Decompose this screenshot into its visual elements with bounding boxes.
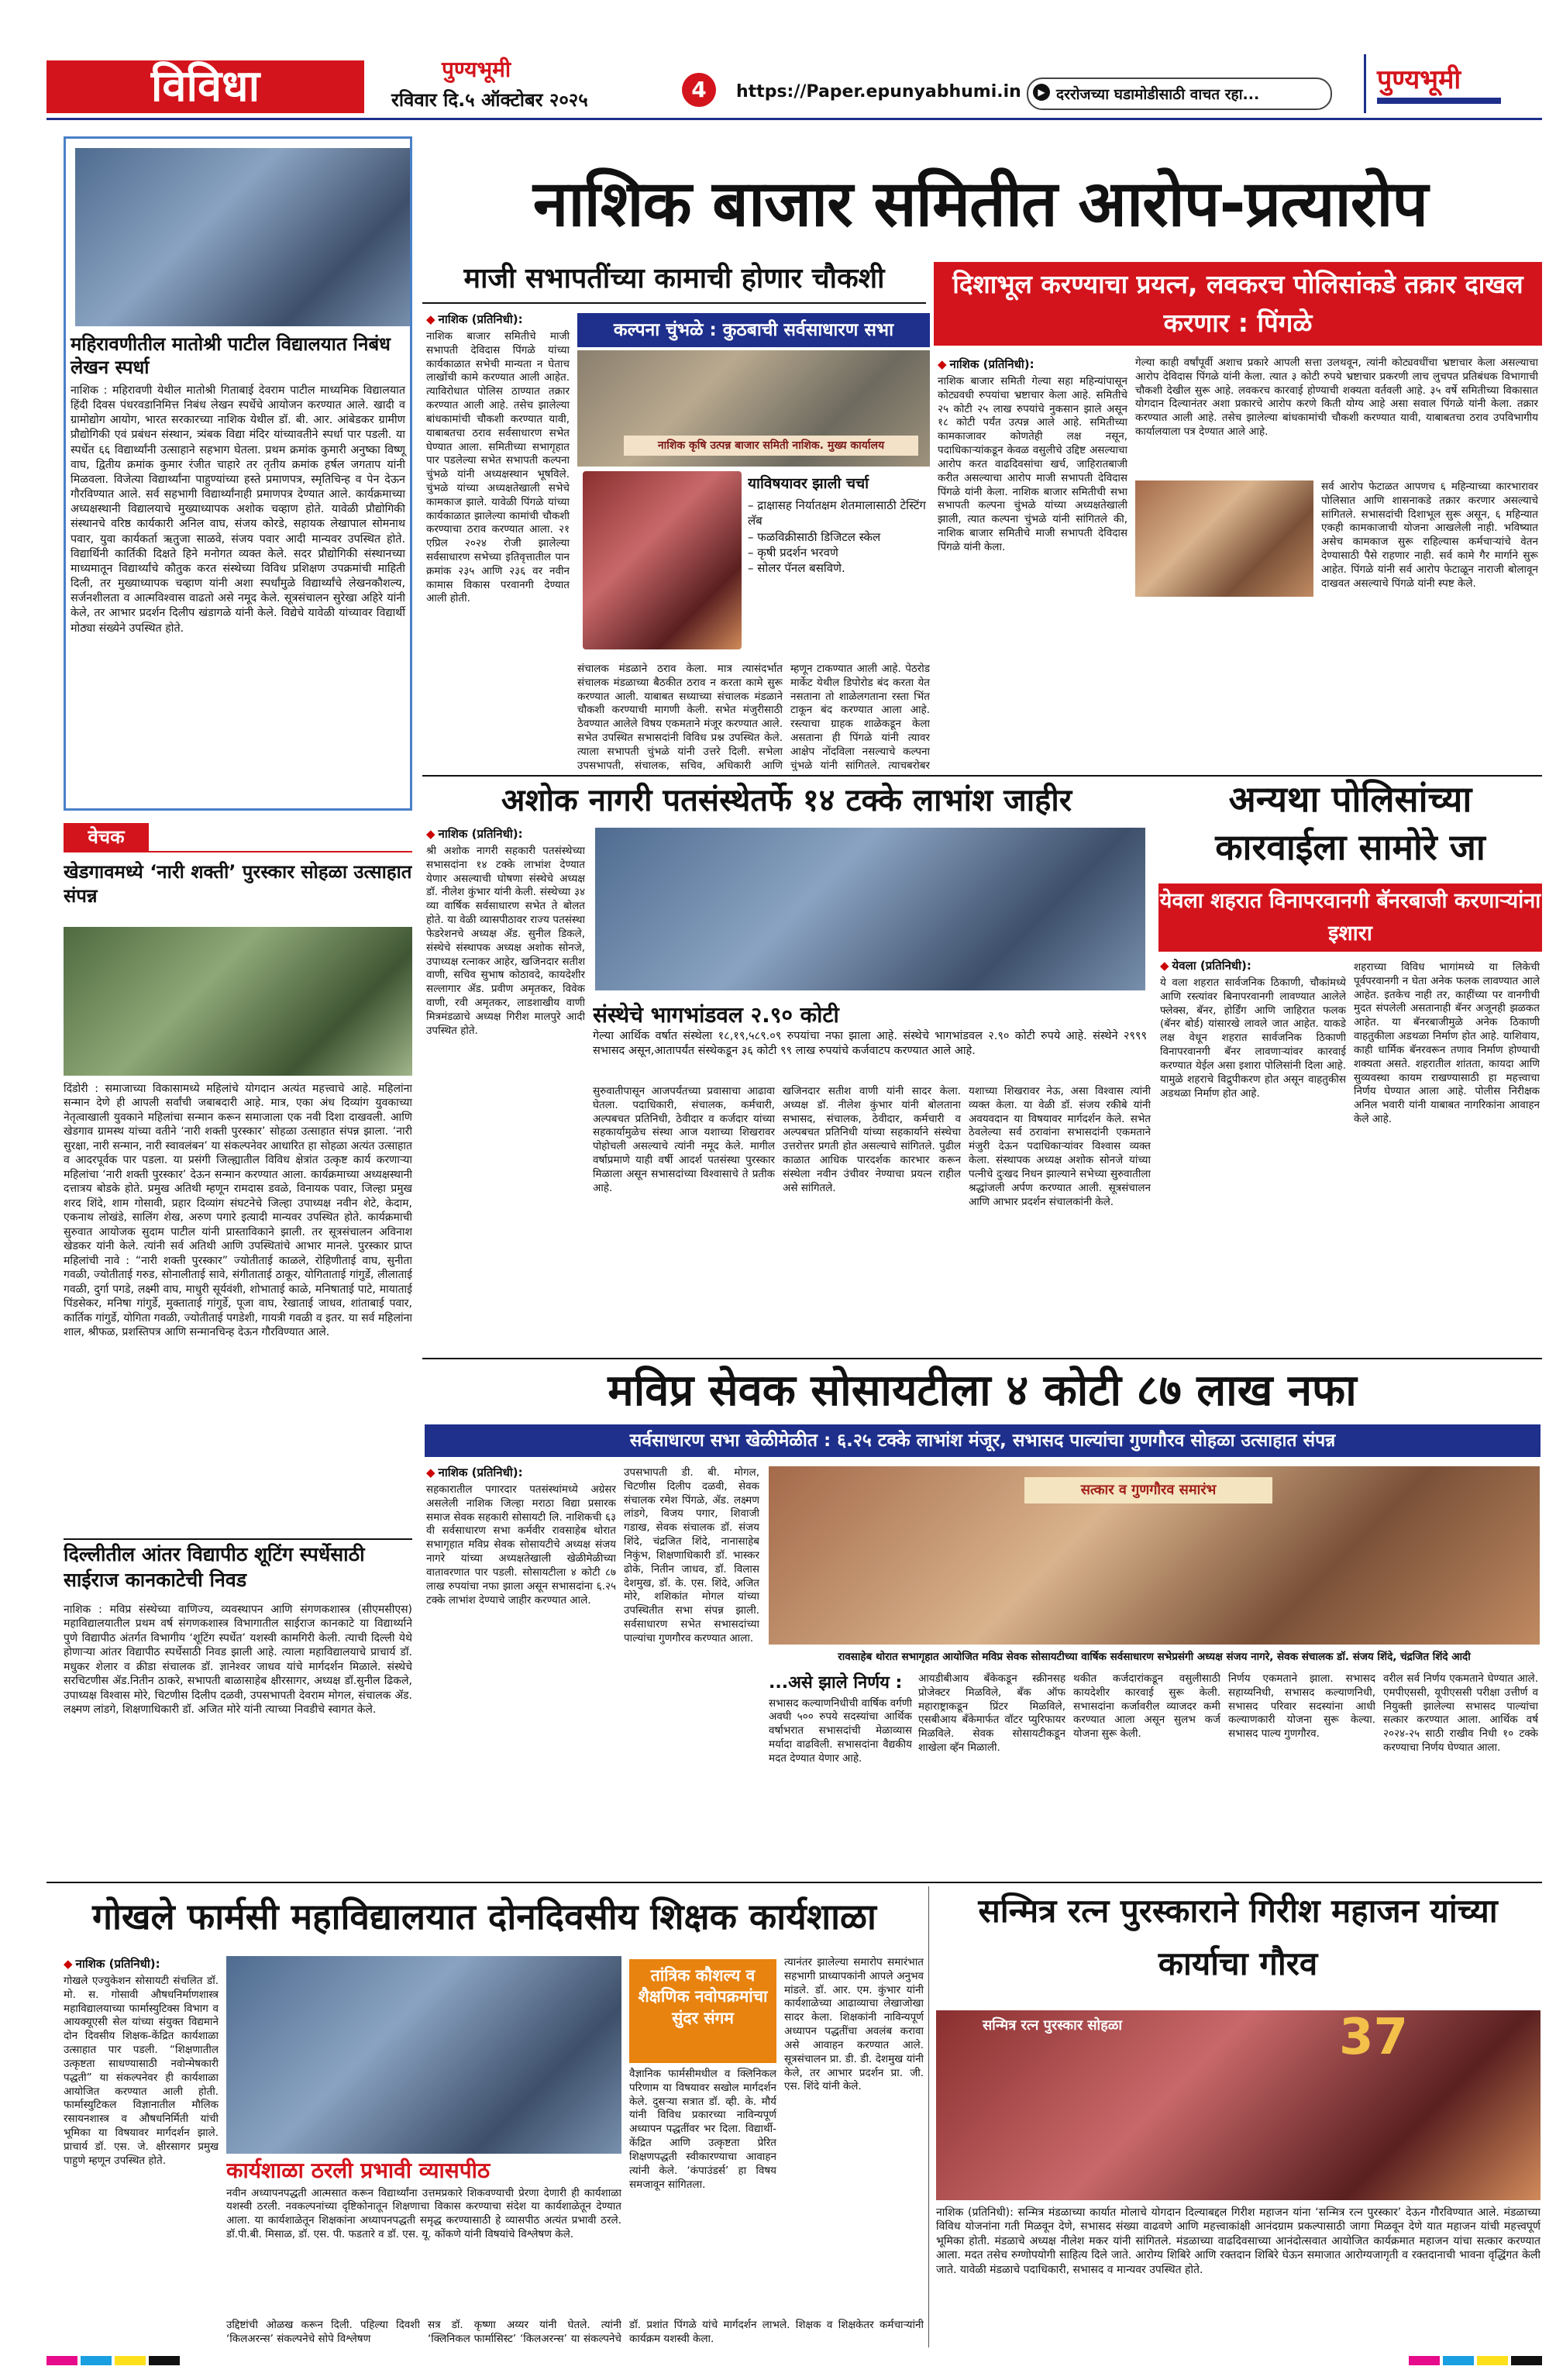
play-icon: ▶: [1033, 84, 1050, 101]
capital-title: संस्थेचे भागभांडवल २.९० कोटी: [593, 1002, 839, 1028]
pingle-photo: [1135, 480, 1313, 597]
paper-logo-right: पुण्यभूमी: [1364, 54, 1542, 113]
decision-item: वरील सर्व निर्णय एकमताने घेण्यात आले. एमपीएससी, यूपीएससी परीक्षा उत्तीर्ण व नियुक्ती झालेल्या सभासद पाल्यांचा सत्कार करण्यात आला. आर्थिक वर्ष २०२४-२५ साठी राखीव निधी १० टक्के करण्याचा निर्णय घेण्यात आला.: [1383, 1672, 1538, 1755]
sidebar-title: याविषयावर झाली चर्चा: [748, 475, 869, 492]
market-building-photo: [577, 350, 930, 467]
stage-banner: सत्कार व गुणगौरव समारंभ: [1024, 1477, 1272, 1503]
kalpana-caption: कल्पना चुंभळे : कुठबाची सर्वसाधारण सभा: [577, 313, 930, 347]
ticker-text: दररोजच्या घडामोडीसाठी वाचत रहा...: [1056, 86, 1260, 103]
gokhale-col3: त्यानंतर झालेल्या समारोप समारंभात सहभागी प्राध्यापकांनी आपले अनुभव मांडले. डॉ. आर. एम. कुंभार यांनी कार्यशाळेच्या आढाव्याचा लेखाजोखा सादर केला. शिक्षकांनी नाविन्यपूर्ण अध्यापन पद्धतींचा अवलंब करावा असे आवाहन करण्यात आले. सूत्रसंचालन प्रा. डी. डी. देशमुख यांनी केले, तर आभार प्रदर्शन प्रा. जी. एस. शिंदे यांनी केले.: [784, 1956, 924, 2093]
bazar-col3: म्हणून टाकण्यात आली आहे. पेठरोड मार्केट येथील डिपोरोड बंद करता येत नसताना तो शाळेलगताना रस्ता भिंत टाकून बंद करण्यात आला आहे. रस्त्याचा ग्राहक शाळेकडून केला असताना ही पिंगळे यांनी त्यावर आक्षेप नोंदविला नसल्याचे कल्पना चुंभळे यांनी सांगितले. त्याचबरोबर: [790, 663, 930, 771]
mavipra-subhead: सर्वसाधारण सभा खेळीमेळीत : ६.२५ टक्के लाभांश मंजूर, सभासद पाल्यांचा गुणगौरव सोहळा उत्साहात संपन्न: [425, 1424, 1541, 1457]
police-col1: ◆ येवला (प्रतिनिधी): ये वला शहरात सार्वजनिक ठिकाणी, चौकांमध्ये आणि रस्त्यांवर बिनापरवानगी लावण्यात आलेले फ्लेक्स, बॅनर, होर्डिंग आणि जाहिरात फलक (बॅनर बोर्ड) यांसारखे लावले जात आहेत. याकडे लक्ष वेधून शहरात सार्वजनिक ठिकाणी विनापरवानगी बॅनर लावणाऱ्यांवर कारवाई करण्यात येईल असा इशारा पोलिसांनी दिला आहे. यामुळे शहराचे विद्रुपीकरण होत असून वाहतुकीस अडथळा निर्माण होत आहे.: [1160, 959, 1346, 1100]
story-body: नाशिक : महिरावणी येथील मातोश्री गिताबाई देवराम पाटील माध्यमिक विद्यालयात हिंदी दिवस पंधरवडानिमित्त निबंध लेखन स्पर्धेचे आयोजन करण्यात आले. खादी व ग्रामोद्योग आयोग, भारत सरकारच्या नाशिक येथील डॉ. बी. आर. आंबेडकर ग्रामीण प्रौद्योगिकी एवं प्रबंधन संस्थान, त्र्यंबक विद्या मंदिर यांच्यावतीने स्पर्धा पार पडली. या स्पर्धेत ६६ विद्यार्थ्यांनी उत्साहाने सहभाग घेतला. प्रथम क्रमांक कुमारी अनुष्का विष्णू वाघ, द्वितीय क्रमांक कुमार रंजीत चाहारे तर तृतीय क्रमांक हर्षल जगताप यांनी मिळवला. विजेत्या विद्यार्थ्यांना पाहुण्यांच्या हस्ते प्रमाणपत्र, स्मृतिचिन्ह व पेन देऊन गौरविण्यात आले. सर्व सहभागी विद्यार्थ्यांनाही प्रमाणपत्र देण्यात आले. कार्यक्रमाच्या अध्यक्षस्थानी विद्यालयाचे मुख्याध्यापक अशोक चव्हाण होते. यावेळी प्रौद्योगिकी संस्थानचे वरिष्ठ कार्यकारी अनिल वाघ, संजय कोरडे, सहायक लेखापाल सोमनाथ पवार, युवा कार्यकर्ता ऋतुजा साळवे, संजय पवार आदी मान्यवर उपस्थित होते. विद्यार्थिनी कार्तिकी दिक्षते हिने मनोगत व्यक्त केले. सदर प्रौद्योगिकी संस्थानच्या माध्यमातून विद्यार्थ्यांचे कौतुक करत संस्थेच्या विविध प्रशिक्षण उपक्रमांची माहिती दिली, तर मुख्याध्यापक चव्हाण यांनी अशा स्पर्धांमुळे विद्यार्थ्यांचे लेखनकौशल्य, सर्जनशीलता व आत्मविश्वास वाढतो असे नमूद केले. सूत्रसंचालन सुरेखा अहिरे यांनी केले, तर आभार प्रदर्शन दिलीप खंडागळे यांनी केले. विद्येचे यावेळी यांच्यावर विद्यार्थी मोठ्या संख्येने उपस्थित होते.: [71, 384, 405, 635]
story-nibandh: [64, 136, 412, 811]
bazar-right-col2: गेल्या काही वर्षांपूर्वी अशाच प्रकारे आपली सत्ता उलथवून, त्यांनी कोट्यवधींचा भ्रष्टाचार केला असल्याचा आरोप देविदास पिंगळे यांनी केला. त्यात ३ कोटी रुपये भ्रष्टाचार प्रकरणी लाच लुचपत प्रतिबंधक विभागाची चौकशी देखील सुरू आहे. लवकरच कारवाई होण्याची शक्यता वर्तवली आहे. ३५ वर्षे समितीच्या विकासात योगदान दिल्यानंतर अशा प्रकारचे आरोप करणे किती योग्य आहे असा सवाल पिंगळे यांनी केला. तक्रार करण्यात आली आहे. तसेच झालेल्या बांधकामांची चौकशी करण्यात यावी, याबाबतचा ठराव उपविभागीय कार्यालयाला पत्र देण्यात आले आहे.: [1135, 356, 1538, 439]
gokhale-workshop-photo: [226, 1956, 621, 2154]
sub-headline-right: दिशाभूल करण्याचा प्रयत्न, लवकरच पोलिसांकडे तक्रार दाखल करणार : पिंगळे: [934, 262, 1542, 346]
banner-body: नवीन अध्यापनपद्धती आत्मसात करून विद्यार्थ्यांना उत्तमप्रकारे शिकवण्याची प्रेरणा देणारी ही कार्यशाळा यशस्वी ठरली. नवकल्पनांच्या दृष्टिकोनातून शिक्षणाचा विकास करण्याचा संदेश या कार्यशाळेतून देण्यात आला. या कार्यशाळेतून शिक्षकांना अध्यापनपद्धती समृद्ध करण्यासाठी हे व्यासपीठ अत्यंत प्रभावी ठरले. डॉ.पी.बी. मिसाळ, डॉ. एस. पी. फडतारे व डॉ. एस. यू. कोंकणे यांनी विषयांचे विश्लेषण केले.: [226, 2186, 621, 2241]
veshak-photo: [64, 927, 412, 1076]
backdrop-number: 37: [1339, 2010, 1409, 2066]
veshak-label: वेचक: [64, 823, 149, 851]
backdrop-text: सन्मित्र रत्न पुरस्कार सोहळा: [983, 2017, 1123, 2034]
decisions-box: [769, 1672, 912, 1875]
ashok-col5-text: यशाच्या शिखरावर नेऊ, असा विश्वास त्यांनी व्यक्त केला. या वेळी डॉ. संजय रकीबे यांनी अवयवदान या विषयावर मार्गदर्शन केले. सभेत ठेवलेल्या सर्व ठरावांना सभासदांनी एकमताने मंजुरी देऊन पदाधिकाऱ्यांवर विश्वास व्यक्त केला. संस्थापक अध्यक्ष अशोक सोनजे यांच्या पत्नीचे दुःखद निधन झाल्याने सभेच्या सुरुवातीला श्रद्धांजली अर्पण करण्यात आली. सूत्रसंचालन आणि आभार प्रदर्शन संचालकांनी केले.: [969, 1085, 1151, 1208]
sidebar-item: – फळविक्रीसाठी डिजिटल स्केल: [748, 529, 881, 544]
mahajan-body: नाशिक (प्रतिनिधी): सन्मित्र मंडळाच्या कार्यात मोलाचे योगदान दिल्याबद्दल गिरीश महाजन यांना ‘सन्मित्र रत्न पुरस्कार’ देऊन गौरविण्यात आले. मंडळाच्या विविध योजनांना गती मिळवून देणे, सभासद संख्या वाढवणे आणि महत्त्वाकांक्षी आनंदग्राम प्रकल्पासाठी जागा मिळवून देणे यात महाजन यांची महत्त्वपूर्ण भूमिका होती. मंडळाचे अध्यक्ष नीलेश मकर यांनी सांगितले. मंडळाच्या वाढदिवसाच्या आनंदोत्सवात आयोजित कार्यक्रमात महाजन यांचा सत्कार करण्यात आला. मदत तसेच रुग्णोपयोगी साहित्य दिले जाते. आरोग्य शिबिरे आणि रक्तदान शिबिरे घेऊन समाजात आरोग्यजागृती व रक्तदानाची भावना वृद्धिंगत केली जाते. यावेळी मंडळाचे पदाधिकारी, सभासद व मान्यवर उपस्थित होते.: [936, 2206, 1541, 2276]
bazar-right-col1: ◆ नाशिक (प्रतिनिधी): नाशिक बाजार समिती गेल्या सहा महिन्यांपासून कोट्यवधी रुपयांचा भ्रष्टाचार केला आहे. समितीचे २५ कोटी २५ लाख रुपयांचे नुकसान झाले असून १८ कोटी पर्यंत उत्पन्न आले आहे. समितीच्या कामकाजावर कोणतेही लक्ष नसून, पदाधिकाऱ्यांकडून केवळ वसुलीचे उद्दिष्ट असल्याचा आरोप करत वाढदिवसांचा खर्च, जाहिरातबाजी करीत असल्याचा आरोप माजी सभापती देविदास पिंगळे यांनी केला. नाशिक बाजार समितीची सभा सभापती कल्पना चुंभळे यांच्या अध्यक्षतेखाली झाली, त्यात कल्पना चुंभळे यांनी सांगितले की, नाशिक बाजार समितीचे माजी सभापती देविदास पिंगळे यांनी केला.: [938, 357, 1127, 553]
gokhale-headline: गोखले फार्मसी महाविद्यालयात दोनदिवसीय शिक्षक कार्यशाळा: [92, 1896, 876, 1937]
story-photo: [75, 148, 410, 326]
decision-item: सभासद कल्याणनिधीची वार्षिक वर्गणी अवघी ५०० रुपये सदस्यांचा आर्थिक वर्षाभरात सभासदांची मेळाव्यास मर्यादा वाढविली. सभासदांना वैद्यकीय मदत देण्यात येणार आहे.: [769, 1696, 912, 1765]
main-headline: नाशिक बाजार समितीत आरोप-प्रत्यारोप: [532, 167, 1428, 241]
veshak-headline: खेडगावमध्ये ‘नारी शक्ती’ पुरस्कार सोहळा उत्साहात संपन्न: [64, 861, 412, 908]
story-headline: महिरावणीतील मातोश्री पाटील विद्यालयात निबंध लेखन स्पर्धा: [71, 333, 391, 378]
gokhale-footer-mid: सत्र डॉ. कृष्णा अय्यर यांनी घेतले. त्यांनी ‘क्लिनिकल फार्मासिस्ट’ ‘किलअरन्स’ या संकल्पनेचे: [428, 2319, 621, 2345]
gokhale-col2: वैज्ञानिक फार्मसीमधील व क्लिनिकल परिणाम या विषयावर सखोल मार्गदर्शन केले. दुसऱ्या सत्रात डॉ. व्ही. के. मौर्य यांनी विविध प्रकारच्या नाविन्यपूर्ण अध्यापन पद्धतींवर भर दिला. विद्यार्थी-केंद्रित आणि उत्कृष्टता प्रेरित शिक्षणपद्धती स्वीकारण्याचा आवाहन त्यांनी केले. ‘कंपाउंडर्स’ हा विषय समजावून सांगितला.: [629, 2068, 776, 2191]
sidebar-item: – कृषी प्रदर्शन भरवणे: [748, 545, 838, 560]
mahajan-headline: सन्मित्र रत्न पुरस्काराने गिरीश महाजन यांच्या कार्याचा गौरव: [978, 1892, 1498, 1982]
shooting-headline: दिल्लीतील आंतर विद्यापीठ शूटिंग स्पर्धेसाठी साईराज कानकाटेची निवड: [64, 1543, 365, 1591]
paper-logo: पुण्यभूमी: [442, 57, 511, 82]
banner-title: कार्यशाळा ठरली प्रभावी व्यासपीठ: [226, 2158, 491, 2183]
ashok-col1: ◆ नाशिक (प्रतिनिधी): श्री अशोक नागरी सहकारी पतसंस्थेच्या सभासदांना १४ टक्के लाभांश देण्यात येणार असल्याची घोषणा संस्थेचे अध्यक्ष डॉ. नीलेश कुंभार यांनी केली. संस्थेच्या ३४ व्या वार्षिक सर्वसाधारण सभेत ते बोलत होते. या वेळी व्यासपीठावर राज्य पतसंस्था फेडरेशनचे अध्यक्ष ॲड. सुनील डिकले, संस्थेचे संस्थापक अध्यक्ष अशोक सोनजे, उपाध्यक्ष रत्नाकर आहेर, खजिनदार सतीश वाणी, सचिव सुभाष कोठावदे, कायदेशीर सल्लागार ॲड. प्रवीण अमृतकर, विवेक वाणी, रवी अमृतकर, लाडशाखीय वाणी मित्रमंडळाचे अध्यक्ष गिरीश मालपुरे आदी उपस्थित होते.: [426, 827, 585, 1037]
sidebar-item: – सोलर पॅनल बसविणे.: [748, 561, 845, 575]
building-sign: नाशिक कृषि उत्पन्न बाजार समिती नाशिक. मुख्य कार्यालय: [624, 436, 918, 456]
issue-date: रविवार दि.५ ऑक्टोबर २०२५: [391, 89, 588, 111]
gokhale-sidebar: तांत्रिक कौशल्य व शैक्षणिक नवोपक्रमांचा सुंदर संगम: [629, 1959, 776, 2063]
ashok-col4: खजिनदार सतीश वाणी यांनी सादर केला. अध्यक्ष डॉ. नीलेश कुंभार यांनी बोलताना सभासद, संचालक, ठेवीदार, कर्मचारी व अल्पबचत प्रतिनिधी यांच्या सहकार्याने संस्थेचा उत्तरोत्तर प्रगती होत असल्याचे सांगितले. पुढील काळात आधिक पारदर्शक कारभार करून संस्थेला नवीन उंचीवर नेण्याचा प्रयत्न राहील असे सांगितले.: [783, 1085, 961, 1194]
police-headline: अन्यथा पोलिसांच्या कारवाईला सामोरे जा: [1215, 778, 1485, 868]
section-title: विविधा: [46, 60, 364, 113]
bazar-col2: संचालक मंडळाने ठराव केला. मात्र त्यासंदर्भात संचालक मंडळाच्या बैठकीत ठराव न करता कामे सुरू करण्यात आली. याबाबत सध्याच्या संचालक मंडळाने चौकशी करण्याची मागणी केली. सभेत मंजुरीसाठी ठेवण्यात आलेले विषय एकमताने मंजूर करण्यात आले. सभेत उपस्थित सभासदांनी विविध प्रश्न उपस्थित केले. त्याला सभापती चुंभळे यांनी उत्तरे दिली. सभेला उपसभापती, संचालक, सचिव, अधिकारी आणि: [577, 663, 783, 771]
ashok-headline: अशोक नागरी पतसंस्थेतर्फे १४ टक्के लाभांश जाहीर: [501, 783, 1072, 818]
decision-item: निर्णय एकमताने झाला. सभासद सहाय्यनिधी, सभासद कल्याणनिधी, सभासद परिवार सदस्यांना आधी कल्याणकारी योजना सुरू केल्या. सभासद पाल्य गुणगौरव.: [1228, 1672, 1375, 1741]
masthead: [46, 54, 1542, 116]
police-col2: शहराच्या विविध भागांमध्ये या लिकेची पूर्वपरवानगी न घेता अनेक फलक लावण्यात आले आहेत. इतकेच नाही तर, काहींच्या पर वानगीची मुदत संपलेली असतानाही बॅनर अजूनही झळकत आहेत. या बॅनरबाजीमुळे अनेक ठिकाणी वाहतुकीला अडथळा निर्माण होत आहे. याशिवाय, काही धार्मिक बॅनरवरून तणाव निर्माण होण्याची शक्यता असते. शहरातील शांतता, कायदा आणि सुव्यवस्था कायम राखण्यासाठी हा महत्त्वाचा निर्णय घेण्यात आला आहे. पोलीस निरीक्षक अनिल भवारी यांनी याबाबत नागरिकांना आवाहन केले आहे.: [1354, 961, 1540, 1125]
police-subhead: येवला शहरात विनापरवानगी बॅनरबाजी करणाऱ्यांना इशारा: [1158, 883, 1542, 952]
epaper-url[interactable]: https://Paper.epunyabhumi.in: [736, 82, 1021, 102]
mahajan-award-photo: [936, 2010, 1541, 2200]
ticker-bar: [1027, 77, 1332, 110]
discussion-sidebar: [748, 473, 928, 659]
capital-body: गेल्या आर्थिक वर्षात संस्थेला १८,१९,५८९.०९ रुपयांचा नफा झाला आहे. संस्थेचे भागभांडवल २.९० कोटी रुपये आहे. संस्थेने २९९९ सभासद असून,आतापर्यंत संस्थेकडून ३६ कोटी ९९ लाख रुपयांचे कर्जवाटप करण्यात आले आहे.: [593, 1030, 1147, 1058]
ashok-col3: सुरुवातीपासून आजपर्यंतच्या प्रवासाचा आढावा घेतला. पदाधिकारी, संचालक, कर्मचारी, अल्पबचत प्रतिनिधी, ठेवीदार व कर्जदार यांच्या सहकार्यामुळेच संस्था आज यशाच्या शिखरावर पोहोचली असल्याचे त्यांनी नमूद केले. मागील वर्षाप्रमाणे याही वर्षी आदर्श पतसंस्था पुरस्कार मिळाला असून सभासदांच्या विश्वासाचे ते प्रतीक आहे.: [593, 1085, 775, 1194]
bazar-col1: ◆ नाशिक (प्रतिनिधी): नाशिक बाजार समितीचे माजी सभापती देविदास पिंगळे यांच्या कार्यकाळात सभेची मान्यता न घेताच लाखोंची कामे करण्यात आली आहेत. त्याविरोधात पोलिस ठाण्यात तक्रार करण्यात आली आहे. तसेच झालेल्या बांधकामांची चौकशी करण्यात यावी, याबाबतचा ठराव सर्वसाधारण सभेत घेण्यात आला. समितीच्या सभागृहात पार पडलेल्या सभेत सभापती कल्पना चुंभळे यांनी अध्यक्षस्थान भूषविले. चुंभळे यांच्या अध्यक्षतेखाली सभेचे कामकाज झाले. यावेळी पिंगळे यांच्या कार्यकाळात झालेल्या कामांची चौकशी करण्याचा ठराव करण्यात आला. २१ एप्रिल २०२४ रोजी झालेल्या सर्वसाधारण सभेच्या इतिवृत्तातील पान क्रमांक २३५ आणि २३६ वर नवीन कामास विकास परवानगी देण्यात आली होती.: [426, 312, 570, 605]
page-number-badge: 4: [682, 73, 716, 107]
chairperson-photo: [583, 471, 742, 649]
mavipra-col2: उपसभापती डी. बी. मोगल, चिटणीस दिलीप दळवी, सेवक संचालक रमेश पिंगळे, ॲड. लक्ष्मण लांडगे, विजय पगार, शिवाजी गडाख, सेवक संचालक डॉ. संजय शिंदे, चंद्रजित शिंदे, नानासाहेब निकुंभ, शिक्षणाधिकारी डॉ. भास्कर ढोके, नितीन जाधव, डॉ. विलास देशमुख, डॉ. के. एस. शिंदे, अजित मोरे, शशिकांत मोगल यांच्या उपस्थितीत सभा संपन्न झाली. सर्वसाधारण सभेत सभासदांच्या पाल्यांचा गुणगौरव करण्यात आला.: [624, 1466, 759, 1645]
mavipra-col1: ◆ नाशिक (प्रतिनिधी): सहकारातील पगारदार पतसंस्थांमध्ये अग्रेसर असलेली नाशिक जिल्हा मराठा विद्या प्रसारक समाज सेवक सहकारी सोसायटी लि. नाशिकची ६३ वी सर्वसाधारण सभा कर्मवीर रावसाहेब थोरात सभागृहात मविप्र सेवक सोसायटीचे अध्यक्ष संजय नागरे यांच्या अध्यक्षतेखाली खेळीमेळीच्या वातावरणात पार पडली. सोसायटीला ४ कोटी ८७ लाख रुपयांचा नफा झाला असून सभासदांना ६.२५ टक्के लाभांश देण्याचे जाहीर करण्यात आले.: [426, 1466, 616, 1607]
decisions-title: ...असे झाले निर्णय :: [769, 1673, 903, 1693]
decision-item: थकीत कर्जदारांकडून वसुलीसाठी कायदेशीर कारवाई सुरू केली. सभासदांना कर्जावरील व्याजदर कमी करण्यात आला असून सुलभ कर्ज योजना सुरू केली.: [1073, 1672, 1220, 1741]
veshak-body: दिंडोरी : समाजाच्या विकासामध्ये महिलांचे योगदान अत्यंत महत्त्वाचे आहे. महिलांना सन्मान देणे ही आपली सर्वांची जबाबदारी आहे. मात्र, एका अंध दिव्यांग युवकाच्या नेतृत्वाखाली युवकाने महिलांचा सन्मान करून समाजाला एक नवी दिशा दाखवली. आणि खेडगाव ग्रामस्थ यांच्या वतीने ‘नारी शक्ती पुरस्कार’ सोहळा उत्साहात संपन्न झाला. ‘नारी सुरक्षा, नारी सन्मान, नारी स्वावलंबन’ या संकल्पनेवर आधारित हा सोहळा अत्यंत उत्साहात व आदरपूर्वक पार पडला. या प्रसंगी जिल्ह्यातील विविध क्षेत्रांत उत्कृष्ट कार्य करणाऱ्या महिलांचा ‘नारी शक्ती पुरस्कार’ देऊन सन्मान करण्यात आला. कार्यक्रमाच्या अध्यक्षस्थानी दत्तात्रय बोडके होते. प्रमुख अतिथी म्हणून रामदास डवळे, विनायक पवार, जिल्हा प्रमुख शरद शिंदे, शाम गोसावी, प्रहार दिव्यांग संघटनेचे जिल्हा उपाध्यक्ष नवीन शेटे, केदाम, एकनाथ लोखंडे, सालिंग शेख, अरुण पगारे इत्यादी मान्यवर उपस्थित होते. कार्यक्रमाची सुरुवात आयोजक सुदाम पाटील यांनी प्रास्ताविकाने झाली. तर सूत्रसंचालन अविनाश खेडकर यांनी केले. त्यांनी सर्व अतिथी आणि उपस्थितांचे आभार मानले. पुरस्कार प्राप्त महिलांची नावे : “नारी शक्ती पुरस्कार” ज्योतीताई काळले, रोहिणीताई वाघ, सुनीता गवळी, ज्योतीताई गरुड, सोनालीताई सावे, संगीताताई ठाकूर, योगिताताई गांगुर्डे, लीलाताई गवळी, दुर्गा पगडे, लक्ष्मी वाघ, माधुरी सूर्यवंशी, शोभाताई काळे, मनिषाताई पाटे, मायाताई पिंडसेकर, मनिषा गांगुर्डे, मुक्ताताई गांगुर्डे, पूजा वाघ, रेखाताई जाधव, शांताबाई पवार, कार्तिक गांगुर्डे, योगिता गवळी, ज्योतीताई पगडेशी, गायत्री गवळी व इतर. या सर्व महिलांना शाल, श्रीफळ, प्रशस्तिपत्र आणि सन्मानचिन्ह देऊन गौरविण्यात आले.: [64, 1083, 412, 1338]
sub-headline-left: माजी सभापतींच्या कामाची होणार चौकशी: [463, 263, 885, 294]
bazar-right-col3: सर्व आरोप फेटाळत आपणच ६ महिन्याच्या कारभारावर पोलिसात आणि शासनाकडे तक्रार करणार असल्याचे सांगितले. सभासदांची दिशाभूल सुरू असून, ६ महिन्यात एकही कामकाजाची योजना आखलेली नाही. भविष्यात असेच कामकाज सुरू राहिल्यास कर्मचाऱ्यांचे वेतन देण्यासाठी पैसे राहणार नाही. सर्व कामे गैर मार्गाने सुरू आहेत. पिंगळे यांनी सर्व आरोप फेटाळून नाराजी बोलावून दाखवत असल्याचे पिंगळे यांनी स्पष्ट केले.: [1321, 480, 1538, 590]
shooting-body: नाशिक : मविप्र संस्थेच्या वाणिज्य, व्यवस्थापन आणि संगणकशास्त्र (सीएमसीएस) महाविद्यालयातील प्रथम वर्ष संगणकशास्त्र विभागातील साईराज कानकाटे या विद्यार्थ्याने पुणे विद्यापीठ अंतर्गत विभागीय ‘शूटिंग स्पर्धेत’ यशस्वी कामगिरी केली. त्याची दिल्ली येथे होणाऱ्या आंतर विद्यापीठ स्पर्धेसाठी निवड झाली आहे. त्याला महाविद्यालयाचे प्राचार्य डॉ. मधुकर शेलार व क्रीडा संचालक डॉ. ज्ञानेश्वर जाधव यांचे मार्गदर्शन मिळाले. संस्थेचे सरचिटणीस ॲड.नितीन ठाकरे, सभापती बाळासाहेब क्षीरसागर, अध्यक्ष डॉ.सुनील ढिकले, उपाध्यक्ष विश्वास मोरे, चिटणीस दिलीप दळवी, उपसभापती देवराम मोगल, संचालक ॲड. लक्ष्मण लांडगे, शिक्षणाधिकारी डॉ. अजित मोरे यांनी त्याच्या निवडीचे स्वागत केले.: [64, 1603, 412, 1717]
mavipra-sabha-photo: [769, 1466, 1540, 1645]
gokhale-footer-right: डॉ. प्रशांत पिंगळे यांचे मार्गदर्शन लाभले. शिक्षक व शिक्षकेतर कर्मचाऱ्यांनी कार्यक्रम यशस्वी केला.: [629, 2319, 924, 2345]
gokhale-col1: ◆ नाशिक (प्रतिनिधी): गोखले एज्युकेशन सोसायटी संचलित डॉ. मो. स. गोसावी औषधनिर्माणशास्त्र महाविद्यालयाच्या फार्मास्युटिक्स विभाग व आयक्यूएसी सेल यांच्या संयुक्त विद्यमाने दोन दिवसीय शिक्षक-केंद्रित कार्यशाळा उत्साहात पार पडली. “शिक्षणातील उत्कृष्टता साधण्यासाठी नवोन्मेषकारी पद्धती” या संकल्पनेवर ही कार्यशाळा आयोजित करण्यात आली होती. फार्मास्युटिकल विज्ञानातील मौलिक रसायनशास्त्र व औषधनिर्मिती यांची भूमिका या विषयावर मार्गदर्शन झाले. प्राचार्य डॉ. एस. जे. क्षीरसागर प्रमुख पाहुणे म्हणून उपस्थित होते.: [64, 1957, 219, 2167]
decision-item: आयडीबीआय बँकेकडून स्क्रीनसह प्रोजेक्टर मिळविले, बँक ऑफ महाराष्ट्राकडून प्रिंटर मिळविले, एसबीआय बँकेमार्फत वॉटर प्युरिफायर मिळविले. सेवक सोसायटीकडून शाखेला व्हॅन मिळाली.: [918, 1672, 1065, 1755]
mavipra-headline: मविप्र सेवक सोसायटीला ४ कोटी ८७ लाख नफा: [608, 1366, 1357, 1416]
gokhale-footer-left: उद्दिष्टांची ओळख करून दिली. पहिल्या दिवशी ‘किलअरन्स’ संकल्पनेचे सोपे विश्लेषण: [226, 2319, 420, 2345]
ashok-capital-box: [593, 1000, 1147, 1080]
sidebar-item: – द्राक्षासह निर्यातक्षम शेतमालासाठी टेस्टिंग लॅब: [748, 498, 926, 529]
ashok-sabha-photo: [595, 828, 1145, 990]
mavipra-photo-caption: रावसाहेब थोरात सभागृहात आयोजित मविप्र सेवक सोसायटीच्या वार्षिक सर्वसाधारण सभेप्रसंगी अध्यक्ष संजय नागरे, सेवक संचालक डॉ. संजय शिंदे, चंद्रजित शिंदे आदी: [838, 1651, 1471, 1663]
registration-marks: [46, 2356, 1542, 2367]
gokhale-banner: [226, 2158, 621, 2313]
